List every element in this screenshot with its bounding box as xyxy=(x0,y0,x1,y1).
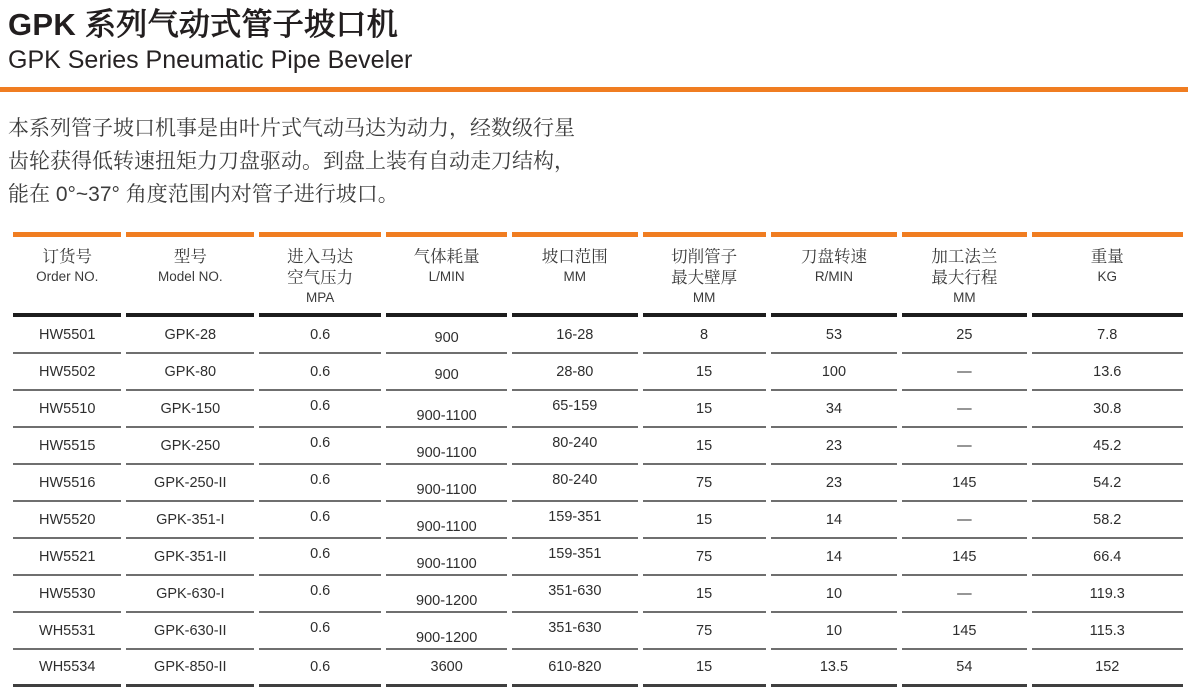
title-brand: GPK xyxy=(8,7,77,42)
spec-table xyxy=(8,232,1188,687)
page-title xyxy=(8,5,1188,45)
table-row: HW5510 GPK-150 0.6 900-1100 65-159 15 34 — 30.8 xyxy=(13,391,1183,428)
table-row: WH5534 GPK-850-II 0.6 3600 610-820 15 13.5 54 152 xyxy=(13,650,1183,687)
title-zh: 系列气动式管子坡口机 xyxy=(76,7,398,42)
col-header-order-no: 订货号 Order NO. xyxy=(13,232,121,317)
title-divider-rule xyxy=(0,87,1188,92)
col-header-max-wall-thickness: 切削管子 最大壁厚 MM xyxy=(643,232,766,317)
table-row: HW5502 GPK-80 0.6 900 28-80 15 100 — 13.6 xyxy=(13,354,1183,391)
col-header-air-pressure: 进入马达 空气压力 MPA xyxy=(259,232,381,317)
col-header-bevel-range: 坡口范围 MM xyxy=(512,232,637,317)
spec-table-header xyxy=(13,232,1183,317)
col-header-flange-travel: 加工法兰 最大行程 MM xyxy=(902,232,1026,317)
col-header-weight: 重量 KG xyxy=(1032,232,1183,317)
description-line: 能在 0°~37° 角度范围内对管子进行坡口。 xyxy=(8,183,399,206)
col-header-cutter-speed: 刀盘转速 R/MIN xyxy=(771,232,898,317)
spec-table-body xyxy=(13,317,1183,687)
table-row: HW5501 GPK-28 0.6 900 16-28 8 53 25 7.8 xyxy=(13,317,1183,354)
col-header-air-consumption: 气体耗量 L/MIN xyxy=(386,232,507,317)
description-line: 本系列管子坡口机事是由叶片式气动马达为动力，经数级行星 xyxy=(8,117,575,140)
table-row: HW5521 GPK-351-II 0.6 900-1100 159-351 75 14 145 66.4 xyxy=(13,539,1183,576)
description-line: 齿轮获得低转速扭矩力刀盘驱动。到盘上装有自动走刀结构， xyxy=(8,150,575,173)
table-row: HW5516 GPK-250-II 0.6 900-1100 80-240 75 23 145 54.2 xyxy=(13,465,1183,502)
table-row: WH5531 GPK-630-II 0.6 900-1200 351-630 75 10 145 115.3 xyxy=(13,613,1183,650)
table-row: HW5520 GPK-351-I 0.6 900-1100 159-351 15 14 — 58.2 xyxy=(13,502,1183,539)
product-description xyxy=(8,112,1188,211)
table-row: HW5515 GPK-250 0.6 900-1100 80-240 15 23 — 45.2 xyxy=(13,428,1183,465)
page-subtitle: GPK Series Pneumatic Pipe Beveler xyxy=(8,46,413,74)
page-header xyxy=(0,0,1188,76)
col-header-model-no: 型号 Model NO. xyxy=(126,232,254,317)
table-row: HW5530 GPK-630-I 0.6 900-1200 351-630 15 10 — 119.3 xyxy=(13,576,1183,613)
